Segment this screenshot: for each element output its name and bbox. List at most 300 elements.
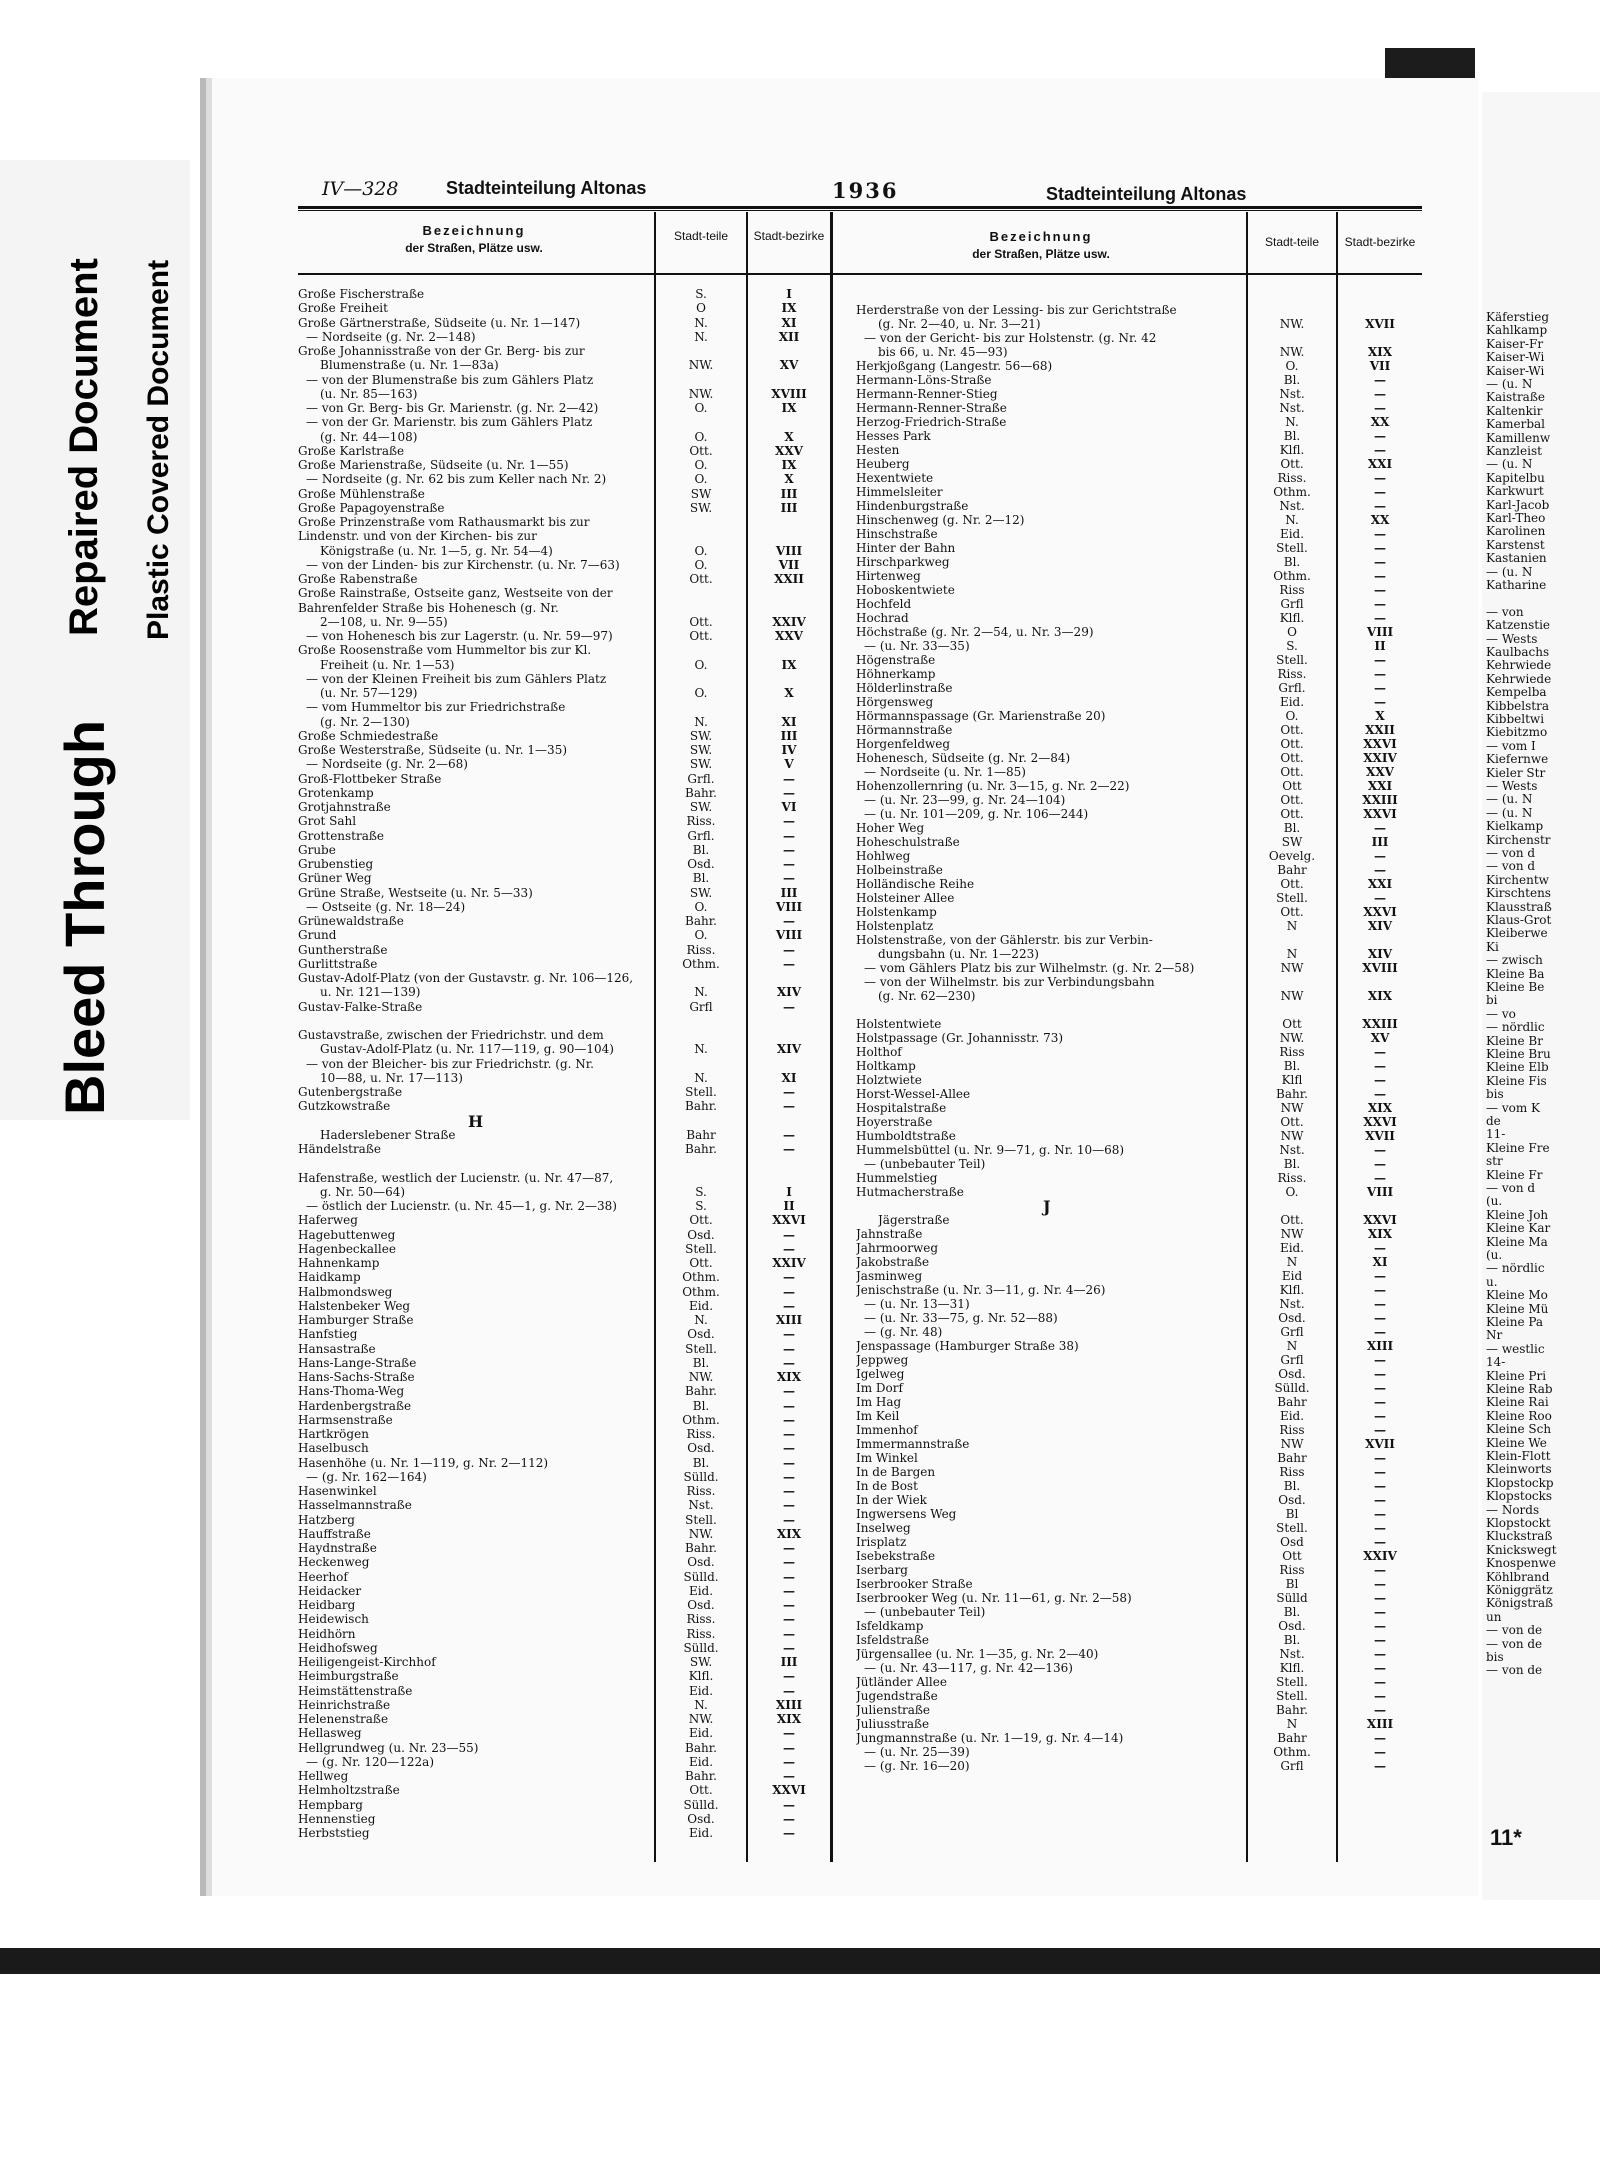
stadtbezirk-cell: — <box>1374 1073 1386 1087</box>
stadtteil-cell: Othm. <box>1273 485 1311 499</box>
stadtbezirk-cell: XIX <box>1367 989 1393 1003</box>
next-page-line: Kaistraße <box>1486 390 1545 405</box>
street-name: Hahnenkamp <box>298 1257 380 1270</box>
street-name: Hutmacherstraße <box>856 1186 964 1199</box>
stadtteil-cell: Ott. <box>1280 1115 1304 1129</box>
next-page-line: — (u. N <box>1486 792 1533 807</box>
stadtbezirk-cell: VIII <box>775 543 803 558</box>
stadtbezirk-cell: XIV <box>776 985 802 1000</box>
stadtbezirk-cell: — <box>783 1569 795 1584</box>
street-name: Gustav-Adolf-Platz (u. Nr. 117—119, g. 90—104) <box>320 1043 614 1057</box>
street-name: — (u. Nr. 43—117, g. Nr. 42—136) <box>864 1662 1073 1675</box>
street-name: — von Hohenesch bis zur Lagerstr. (u. Nr. 59—97) <box>306 630 613 643</box>
next-page-line: — von d <box>1486 859 1536 874</box>
stadtbezirk-cell: — <box>783 842 795 857</box>
stadtteil-cell: N. <box>1285 415 1299 429</box>
stadtteil-cell: Riss. <box>686 814 716 829</box>
stadtbezirk-cell: — <box>783 1341 795 1356</box>
next-page-line: Kapitelbu <box>1486 470 1545 485</box>
stadtteil-cell: Riss. <box>686 1484 716 1498</box>
stadtteil-cell: S. <box>1286 639 1298 653</box>
stadtteil-cell: S. <box>695 287 707 301</box>
next-page-line: Kleine Pri <box>1486 1368 1547 1383</box>
next-page-line: Kibbelstra <box>1486 698 1549 713</box>
street-name: Isfeldkamp <box>856 1620 924 1633</box>
stadtbezirk-cell: — <box>783 1754 795 1769</box>
next-page-line: Kamillenw <box>1486 430 1551 445</box>
stadtteil-cell: Stell. <box>685 1241 717 1256</box>
stadtbezirk-cell: XV <box>779 358 799 373</box>
street-name: Hohenesch, Südseite (g. Nr. 2—84) <box>856 752 1071 765</box>
street-name: Haferweg <box>298 1214 358 1228</box>
street-name: (g. Nr. 2—130) <box>320 715 410 729</box>
stadtbezirk-cell: — <box>1374 863 1386 877</box>
next-page-line: Kleine Rab <box>1486 1382 1553 1396</box>
next-page-line: Kaiser-Fr <box>1486 336 1544 351</box>
street-name: Heuberg <box>856 458 910 471</box>
next-page-line: Kieler Str <box>1486 765 1546 780</box>
next-page-line: Kahlkamp <box>1486 323 1548 338</box>
stadtbezirk-cell: XIV <box>1367 947 1393 961</box>
street-name: Heidbarg <box>298 1599 356 1612</box>
label-repaired-document: Repaired Document <box>62 258 106 636</box>
stadtteil-cell: Riss <box>1279 1465 1305 1479</box>
stadtbezirk-cell: — <box>783 1085 795 1099</box>
street-name: (u. Nr. 85—163) <box>320 387 418 401</box>
stadtteil-cell: Ott. <box>1280 877 1304 891</box>
stadtteil-cell: Ott. <box>1280 737 1304 751</box>
stadtbezirk-cell: II <box>1374 639 1386 653</box>
stadtteil-cell: Osd <box>1280 1535 1304 1549</box>
stadtbezirk-cell: XXII <box>774 572 804 586</box>
next-page-line: Kiefernwe <box>1486 752 1549 767</box>
street-name: — östlich der Lucienstr. (u. Nr. 45—1, g. Nr. 2—38) <box>306 1200 617 1213</box>
stadtteil-cell: Othm. <box>682 1270 720 1285</box>
street-name: Grubenstieg <box>298 858 374 871</box>
next-page-line: Kleine Roo <box>1486 1408 1552 1423</box>
col-header-bezirke-left: Stadt-bezirke <box>753 229 825 243</box>
street-name: — von der Gericht- bis zur Holstenstr. (g. Nr. 42 <box>864 332 1157 345</box>
stadtteil-cell: Nst. <box>1279 1143 1305 1157</box>
next-page-line: Karl-Theo <box>1486 511 1546 525</box>
street-name: Heckenweg <box>298 1556 370 1570</box>
stadtteil-cell: Bl. <box>1283 1605 1301 1619</box>
stadtbezirk-cell: XXI <box>1367 877 1393 891</box>
stadtteil-cell: Stell. <box>1276 891 1308 905</box>
stadtbezirk-cell: — <box>783 1669 795 1684</box>
next-page-line: Kempelba <box>1486 685 1547 700</box>
stadtteil-cell: N <box>1286 1339 1298 1353</box>
next-page-line: Karkwurt <box>1486 484 1544 499</box>
street-name: — von der Bleicher- bis zur Friedrichstr. (g. Nr. <box>306 1057 594 1071</box>
street-name: Hermann-Löns-Straße <box>856 374 992 387</box>
stadtteil-cell: Nst. <box>1279 1647 1305 1661</box>
stadtteil-cell: Sülld. <box>683 1640 719 1655</box>
street-name: Hermann-Renner-Straße <box>856 402 1007 415</box>
street-name: Große Rabenstraße <box>298 573 418 586</box>
stadtbezirk-cell: — <box>1374 1605 1386 1619</box>
stadtbezirk-cell: XIII <box>1366 1717 1394 1731</box>
stadtteil-cell: Sülld. <box>683 1569 719 1584</box>
stadtbezirk-cell: — <box>783 1797 795 1812</box>
street-name: Grottenstraße <box>298 829 385 843</box>
next-page-line: Kleinworts <box>1486 1462 1552 1477</box>
stadtteil-cell: O. <box>1285 1185 1299 1199</box>
stadtbezirk-cell: — <box>783 1769 795 1783</box>
stadtteil-cell: Eid. <box>688 1754 714 1769</box>
street-name: Große Karlstraße <box>298 444 405 458</box>
stadtteil-cell: Ott. <box>689 614 713 629</box>
next-page-line: Kleine Pa <box>1486 1315 1544 1329</box>
stadtteil-cell: Nst. <box>1279 387 1305 401</box>
stadtteil-cell: Ott <box>1282 779 1302 793</box>
street-name: Jasminweg <box>856 1270 923 1283</box>
next-page-line: Kaiser-Wi <box>1486 350 1545 365</box>
stadtbezirk-cell: XVII <box>1365 1129 1395 1143</box>
street-name: Grotenkamp <box>298 786 374 800</box>
stadtbezirk-cell: — <box>783 1241 795 1256</box>
next-page-line: Kleine Rai <box>1486 1395 1549 1410</box>
stadtbezirk-cell: — <box>1374 1283 1386 1297</box>
street-name: Holländische Reihe <box>856 878 975 891</box>
next-page-line: Käferstieg <box>1486 310 1549 324</box>
stadtbezirk-cell: — <box>783 1355 795 1370</box>
stadtbezirk-cell: — <box>1374 485 1386 499</box>
stadtteil-cell: Osd. <box>1278 1311 1306 1325</box>
street-name: Gustav-Falke-Straße <box>298 1000 423 1014</box>
street-name: In de Bargen <box>856 1466 936 1479</box>
street-name: Hörmannspassage (Gr. Marienstraße 20) <box>856 710 1106 723</box>
stadtbezirk-cell: — <box>1374 1535 1386 1549</box>
stadtbezirk-cell: — <box>1374 1423 1386 1437</box>
street-name: Große Marienstraße, Südseite (u. Nr. 1—55) <box>298 459 569 472</box>
street-name: Heidhofsweg <box>298 1641 378 1655</box>
street-name: Jenspassage (Hamburger Straße 38) <box>856 1340 1079 1353</box>
street-name: Heimstättenstraße <box>298 1684 413 1698</box>
street-name: Halbmondsweg <box>298 1285 393 1299</box>
stadtbezirk-cell: — <box>1374 891 1386 905</box>
stadtteil-cell: Grfl <box>1280 1325 1304 1339</box>
next-page-line: bis <box>1486 1650 1504 1664</box>
street-name: dungsbahn (u. Nr. 1—223) <box>878 948 1039 961</box>
street-name: Heiligengeist-Kirchhof <box>298 1656 436 1669</box>
header-title-left: Stadteinteilung Altonas <box>446 178 647 198</box>
stadtbezirk-cell: — <box>1374 583 1386 597</box>
stadtteil-cell: Riss. <box>1277 1171 1307 1185</box>
street-name: Hirschparkweg <box>856 556 950 569</box>
stadtteil-cell: Osd. <box>1278 1619 1306 1633</box>
street-name: Haselbusch <box>298 1442 369 1456</box>
stadtteil-cell: Grfl. <box>687 771 715 786</box>
street-name: Große Johannisstraße von der Gr. Berg- bis zur <box>298 345 585 358</box>
street-name: Inselweg <box>856 1522 911 1535</box>
street-name: Holtkamp <box>856 1060 916 1073</box>
stadtbezirk-cell: XIX <box>1367 1227 1393 1241</box>
street-name: Hindenburgstraße <box>856 500 969 513</box>
stadtbezirk-cell: XVII <box>1365 317 1395 331</box>
stadtbezirk-cell: V <box>784 757 794 772</box>
stadtteil-cell: NW. <box>688 1712 714 1726</box>
street-name: Hohenzollernring (u. Nr. 3—15, g. Nr. 2—22) <box>856 780 1130 793</box>
stadtbezirk-cell: — <box>1374 429 1386 443</box>
street-name: Hospitalstraße <box>856 1102 947 1115</box>
street-name: — von der Gr. Marienstr. bis zum Gählers Platz <box>306 416 593 430</box>
stadtbezirk-cell: — <box>783 1327 795 1342</box>
stadtteil-cell: NW <box>1280 961 1304 975</box>
next-page-line: Karl-Jacob <box>1486 497 1550 512</box>
next-page-line: — Nords <box>1486 1502 1540 1517</box>
street-name: Heidewisch <box>298 1613 369 1627</box>
street-name: — vom Hummeltor bis zur Friedrichstraße <box>306 701 566 715</box>
stadtteil-cell: Bl. <box>692 1455 710 1470</box>
stadtteil-cell: Eid. <box>688 1683 714 1698</box>
stadtbezirk-cell: VIII <box>775 899 803 914</box>
stadtteil-cell: SW. <box>689 500 713 515</box>
next-page-line: bi <box>1486 993 1498 1008</box>
stadtbezirk-cell: — <box>1374 1311 1386 1325</box>
stadtteil-cell: SW. <box>689 1655 713 1669</box>
stadtbezirk-cell: — <box>1374 1647 1386 1661</box>
label-bleed-through: Bleed Through <box>53 719 116 1115</box>
next-page-line: — von <box>1486 604 1524 619</box>
stadtbezirk-cell: XXI <box>1367 779 1393 793</box>
stadtbezirk-cell: XXIV <box>772 1256 806 1270</box>
street-name: Gurlittstraße <box>298 957 378 971</box>
stadtteil-cell: Bahr. <box>685 785 717 800</box>
street-name: Im Keil <box>856 1410 900 1423</box>
stadtbezirk-cell: — <box>783 1398 795 1413</box>
stadtteil-cell: O. <box>694 557 708 572</box>
stadtteil-cell: Eid. <box>688 1583 714 1598</box>
street-name: Herkjoßgang (Langestr. 56—68) <box>856 360 1053 373</box>
stadtbezirk-cell: — <box>1374 1619 1386 1633</box>
stadtbezirk-cell: XI <box>781 1070 797 1085</box>
stadtteil-cell: Sülld. <box>1274 1381 1310 1395</box>
street-name: Irisplatz <box>856 1536 907 1549</box>
stadtbezirk-cell: — <box>783 1441 795 1456</box>
col-header-teile-right: Stadt-teile <box>1264 235 1320 249</box>
street-name: Hoyerstraße <box>856 1116 933 1129</box>
stadtbezirk-cell: III <box>780 728 798 743</box>
stadtbezirk-cell: — <box>1374 1731 1386 1745</box>
next-page-line: Kleine Fre <box>1486 1140 1550 1155</box>
street-name: Hölderlinstraße <box>856 682 953 695</box>
next-page-line: — vom K <box>1486 1100 1540 1115</box>
stadtbezirk-cell: XIX <box>776 1712 802 1726</box>
stadtbezirk-cell: VII <box>1369 359 1391 373</box>
stadtbezirk-cell: — <box>1374 1521 1386 1535</box>
stadtbezirk-cell: XIII <box>775 1697 803 1712</box>
stadtteil-cell: Nst. <box>688 1498 714 1513</box>
stadtbezirk-cell: — <box>1374 597 1386 611</box>
stadtteil-cell: N. <box>694 714 708 729</box>
stadtteil-cell: Stell. <box>685 1512 717 1527</box>
stadtbezirk-cell: — <box>783 1598 795 1612</box>
stadtteil-cell: Bahr. <box>685 1541 717 1555</box>
stadtbezirk-cell: XV <box>1370 1031 1390 1045</box>
next-page-line: Kleine Be <box>1486 980 1545 994</box>
stadtteil-cell: NW <box>1280 1437 1304 1451</box>
stadtbezirk-cell: XXV <box>775 443 803 458</box>
stadtteil-cell: Klfl. <box>688 1669 714 1684</box>
stadtbezirk-cell: XXIV <box>1363 751 1397 765</box>
stadtbezirk-cell: XIII <box>1366 1339 1394 1353</box>
stadtteil-cell: Bl <box>1285 1577 1299 1591</box>
stadtbezirk-cell: XXI <box>1367 457 1393 471</box>
street-name: Jürgensallee (u. Nr. 1—35, g. Nr. 2—40) <box>856 1648 1099 1661</box>
street-name: Jugendstraße <box>856 1690 938 1703</box>
street-name: Helenenstraße <box>298 1713 389 1726</box>
next-page-line: Kleine Mo <box>1486 1288 1548 1303</box>
stadtteil-cell: Osd. <box>687 1227 715 1242</box>
street-name: Grot Sahl <box>298 815 357 829</box>
stadtteil-cell: Stell. <box>1276 1521 1308 1535</box>
stadtteil-cell: Ott. <box>1280 751 1304 765</box>
street-name: In der Wiek <box>856 1494 927 1507</box>
stadtbezirk-cell: IX <box>781 657 797 672</box>
stadtbezirk-cell: — <box>783 1284 795 1299</box>
stadtbezirk-cell: — <box>783 1384 795 1399</box>
stadtteil-cell: N <box>1286 1255 1298 1269</box>
stadtteil-cell: O. <box>694 543 708 558</box>
street-name: Jütländer Allee <box>856 1676 947 1689</box>
next-page-line: Kehrwiede <box>1486 658 1552 673</box>
next-page-line: Königstraß <box>1486 1596 1554 1611</box>
street-name: Große Rainstraße, Ostseite ganz, Westseite von der <box>298 587 613 601</box>
stadtteil-cell: N. <box>694 1042 708 1057</box>
stadtbezirk-cell: — <box>783 1555 795 1570</box>
stadtteil-cell: Bahr. <box>685 1769 717 1783</box>
stadtteil-cell: S. <box>695 1184 707 1199</box>
stadtteil-cell: N <box>1286 1717 1298 1731</box>
street-name: Heinrichstraße <box>298 1698 391 1712</box>
col-divider-center <box>830 212 833 1862</box>
next-page-line: Kirschtens <box>1486 886 1551 901</box>
stadtbezirk-cell: IX <box>781 458 797 472</box>
street-name: — Nordseite (g. Nr. 62 bis zum Keller nach Nr. 2) <box>306 473 607 487</box>
street-name: Haidkamp <box>298 1271 361 1285</box>
col-header-bezirke-right: Stadt-bezirke <box>1344 235 1416 249</box>
street-name: — von der Wilhelmstr. bis zur Verbindungsbahn <box>864 976 1155 989</box>
stadtbezirk-cell: — <box>1374 1395 1386 1409</box>
stadtbezirk-cell: — <box>1374 1087 1386 1101</box>
stadtteil-cell: Ott. <box>1280 807 1304 821</box>
street-name: Freiheit (u. Nr. 1—53) <box>320 658 455 672</box>
street-name: Höhnerkamp <box>856 668 936 681</box>
street-name: Guntherstraße <box>298 943 388 957</box>
street-name: Isebekstraße <box>856 1550 936 1563</box>
street-name: Herbststieg <box>298 1827 370 1840</box>
stadtteil-cell: Bl. <box>1283 555 1301 569</box>
next-page-line: Kleine Br <box>1486 1033 1543 1048</box>
stadtbezirk-cell: — <box>1374 555 1386 569</box>
stadtteil-cell: Sülld. <box>683 1797 719 1812</box>
stadtteil-cell: NW <box>1280 1227 1304 1241</box>
stadtteil-cell: Eid. <box>688 1298 714 1313</box>
next-page-line: Kamerbal <box>1486 417 1546 432</box>
next-page-line: Kiebitzmo <box>1486 725 1548 740</box>
street-name: Hexentwiete <box>856 472 934 485</box>
street-name: Höchstraße (g. Nr. 2—54, u. Nr. 3—29) <box>856 626 1094 639</box>
stadtbezirk-cell: — <box>1374 1157 1386 1171</box>
stadtteil-cell: Grfl <box>1280 1353 1304 1367</box>
stadtteil-cell: NW <box>1280 1101 1304 1115</box>
street-name: Halstenbeker Weg <box>298 1299 411 1313</box>
next-page-line: — vo <box>1486 1006 1516 1021</box>
stadtteil-cell: NW. <box>1279 317 1305 331</box>
stadtbezirk-cell: — <box>1374 443 1386 457</box>
stadtbezirk-cell: — <box>1374 1577 1386 1591</box>
street-name: Horst-Wessel-Allee <box>856 1088 971 1101</box>
street-name: Große Papagoyenstraße <box>298 501 445 515</box>
stadtteil-cell: Bl. <box>1283 373 1301 387</box>
stadtbezirk-cell: XVIII <box>771 386 807 401</box>
street-name: Hans-Lange-Straße <box>298 1356 417 1370</box>
next-page-line: — (u. N <box>1486 457 1533 472</box>
stadtbezirk-cell: XXVI <box>772 1213 806 1228</box>
stadtbezirk-cell: — <box>1374 1325 1386 1339</box>
next-page-line: Kielkamp <box>1486 819 1544 834</box>
street-name: — vom Gählers Platz bis zur Wilhelmstr. (g. Nr. 2—58) <box>864 962 1195 975</box>
next-page-line: — von de <box>1486 1636 1543 1651</box>
street-name: Große Freiheit <box>298 302 388 316</box>
street-name: Herzog-Friedrich-Straße <box>856 416 1007 429</box>
next-page-line: Klausstraß <box>1486 899 1552 914</box>
street-name: Hoheschulstraße <box>856 836 960 849</box>
stadtbezirk-cell: XVIII <box>1362 961 1398 975</box>
stadtteil-cell: N. <box>694 1313 708 1327</box>
next-page-line: Kleine Kar <box>1486 1221 1551 1236</box>
stadtbezirk-cell: — <box>1374 1745 1386 1759</box>
next-page-line: Klaus-Grot <box>1486 913 1552 927</box>
stadtbezirk-cell: — <box>1374 1269 1386 1283</box>
stadtbezirk-cell: VIII <box>775 928 803 943</box>
stadtbezirk-cell: IX <box>781 401 797 415</box>
stadtteil-cell: Osd. <box>687 1555 715 1570</box>
stadtteil-cell: NW. <box>1279 1031 1305 1045</box>
street-name: Immermannstraße <box>856 1438 970 1451</box>
street-name: Große Gärtnerstraße, Südseite (u. Nr. 1—147) <box>298 316 581 330</box>
stadtbezirk-cell: — <box>783 1099 795 1114</box>
stadtbezirk-cell: — <box>1374 849 1386 863</box>
stadtbezirk-cell: — <box>783 999 795 1014</box>
next-page-line: Kleine Ba <box>1486 966 1545 981</box>
street-name: Grüne Straße, Westseite (u. Nr. 5—33) <box>298 886 533 900</box>
stadtbezirk-cell: — <box>1374 611 1386 625</box>
stadtteil-cell: Ott. <box>689 1256 713 1270</box>
stadtteil-cell: Bahr. <box>685 1384 717 1399</box>
stadtteil-cell: Osd. <box>687 1441 715 1456</box>
stadtteil-cell: Klfl. <box>1279 1661 1305 1675</box>
next-page-line: — von de <box>1486 1663 1543 1678</box>
stadtteil-cell: SW <box>1281 835 1303 849</box>
stadtteil-cell: Osd. <box>687 1598 715 1612</box>
stadtteil-cell: Bahr <box>686 1127 716 1142</box>
street-name: 10—88, u. Nr. 17—113) <box>320 1071 463 1085</box>
stadtbezirk-cell: — <box>783 1626 795 1641</box>
stadtteil-cell: Bl. <box>1283 1479 1301 1493</box>
document-page <box>200 78 1478 1896</box>
stadtbezirk-cell: XXVI <box>772 1783 806 1798</box>
stadtteil-cell: Klfl <box>1281 1073 1303 1087</box>
stadtbezirk-cell: — <box>783 1469 795 1484</box>
next-page-line: Katharine <box>1486 578 1547 592</box>
stadtbezirk-cell: III <box>780 1655 798 1669</box>
next-page-line: Köhlbrand <box>1486 1569 1550 1584</box>
stadtteil-cell: Bahr <box>1277 1395 1307 1409</box>
stadtteil-cell: Stell. <box>685 1341 717 1356</box>
stadtteil-cell: N. <box>694 315 708 330</box>
